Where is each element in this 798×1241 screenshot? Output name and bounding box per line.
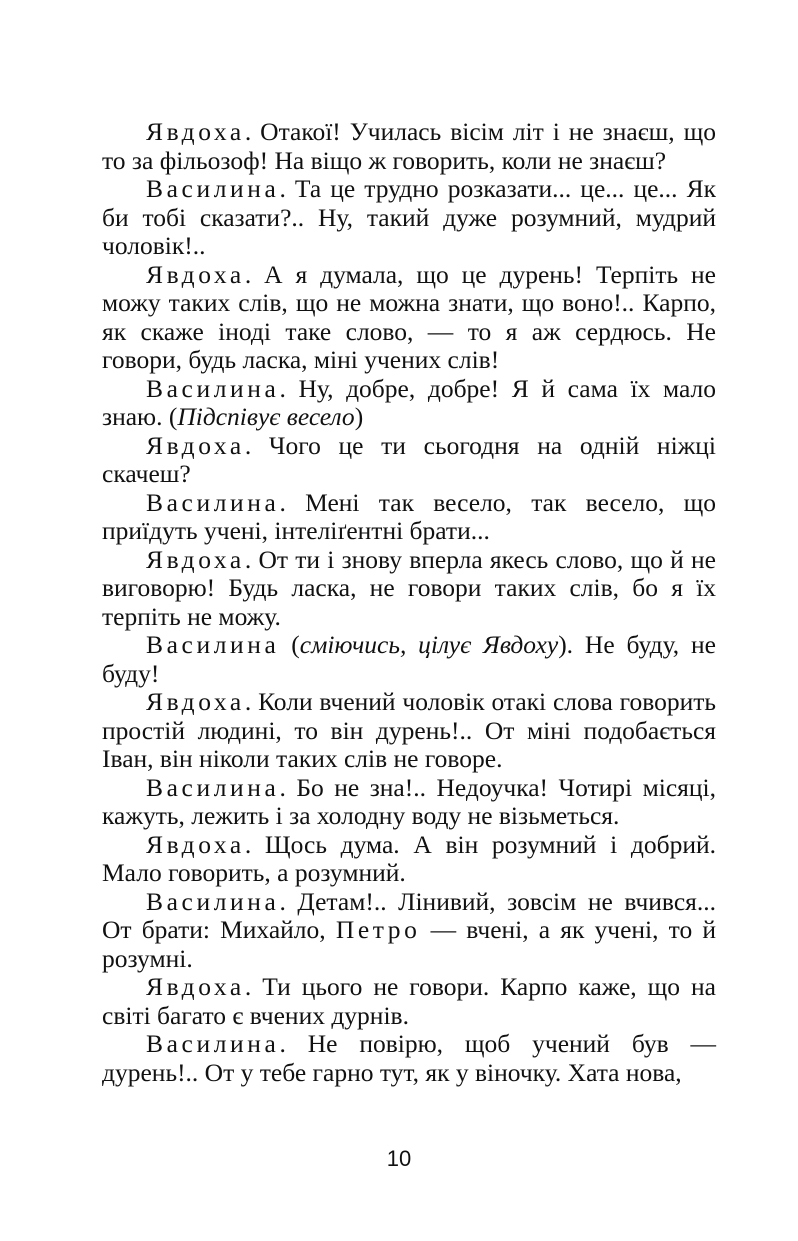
line-text: Щось дума. А він розумний і добрий. Мало говорить, а розумний.: [102, 829, 717, 887]
dialogue-line: [102, 688, 716, 774]
line-text: Ну, добре, добре! Я й сама їх мало знаю. (: [102, 373, 716, 431]
dialogue-line: [102, 375, 716, 432]
speaker-name: Явдоха: [146, 829, 245, 859]
line-text-after: ): [354, 402, 364, 431]
speaker-separator: .: [244, 430, 269, 460]
line-text: Отакої! Училась вісім літ і не знаєш, що то за фільозоф! На віщо ж говорить, коли не знаєш?: [102, 117, 717, 175]
speaker-name: Явдоха: [146, 687, 245, 716]
speaker-name: Явдоха: [146, 430, 245, 460]
line-text: Та це трудно розказати... це... це... Як би тобі сказати?.. Ну, такий дуже розумний, мудрий чоловік!..: [102, 174, 717, 260]
line-text: ). Не буду, не буду!: [102, 630, 716, 688]
speaker-name: Явдоха: [146, 972, 245, 1001]
line-text-after: — вчені, а як учені, то й розумні.: [102, 915, 716, 973]
stage-direction: сміючись, цілує Явдоху: [299, 630, 559, 659]
dialogue-line: [102, 973, 716, 1030]
dialogue-line: [102, 546, 716, 632]
speaker-name: Василина: [146, 174, 280, 203]
speaker-name: Василина: [146, 886, 280, 916]
dialogue-line: [102, 774, 716, 831]
line-text: Не повірю, щоб учений був — дурень!.. От у тебе гарно тут, як у віночку. Хата нова,: [102, 1029, 717, 1087]
inline-character-name: Петро: [335, 915, 421, 944]
dialogue-line: [102, 888, 716, 974]
speaker-separator: .: [244, 829, 265, 859]
speaker-separator: .: [244, 544, 259, 574]
speaker-separator: .: [279, 174, 295, 203]
speaker-separator: .: [279, 772, 297, 802]
dialogue-line: [102, 631, 716, 688]
play-text: [102, 118, 716, 1087]
dialogue-line: [102, 432, 716, 489]
dialogue-line: [102, 489, 716, 546]
speaker-separator: .: [279, 373, 299, 403]
dialogue-line: [102, 831, 716, 888]
speaker-name: Василина: [146, 630, 280, 659]
speaker-name: Явдоха: [146, 117, 245, 146]
line-text: Чого це ти сьогодня на одній ніжці скачеш?: [102, 430, 717, 488]
line-text: Мені так весело, так весело, що приїдуть учені, інтеліґентні брати...: [102, 487, 717, 545]
speaker-name: Василина: [146, 373, 280, 403]
line-text: Коли вчений чоловік отакі слова говорить простій людині, то він дурень!.. От міні подобається Іван, він ніколи таких слів не говоре.: [102, 687, 716, 773]
line-text: А я думала, що це дурень! Терпіть не можу таких слів, що не можна знати, що воно!.. Карпо, як скаже іноді таке слово, — то я аж сердюсь. Не говори, будь ласка, міні учених слів!: [102, 259, 717, 374]
speaker-name: Василина: [146, 487, 280, 517]
speaker-separator: .: [279, 487, 306, 517]
speaker-separator: .: [244, 687, 259, 716]
line-text: От ти і знову вперла якесь слово, що й не виговорю! Будь ласка, не говори таких слів, бо я їх терпіть не можу.: [102, 544, 716, 631]
speaker-separator: (: [279, 630, 300, 659]
speaker-separator: .: [244, 259, 265, 289]
speaker-name: Василина: [146, 772, 280, 802]
dialogue-line: [102, 261, 716, 375]
stage-direction: Підспівує весело: [177, 402, 355, 431]
speaker-separator: .: [279, 886, 298, 916]
speaker-name: Явдоха: [146, 259, 245, 289]
speaker-separator: .: [244, 972, 263, 1001]
dialogue-line: [102, 175, 716, 261]
speaker-separator: .: [244, 117, 261, 146]
dialogue-line: [102, 1030, 716, 1087]
speaker-separator: .: [279, 1029, 308, 1058]
page-number: 10: [386, 1146, 412, 1171]
speaker-name: Василина: [146, 1029, 280, 1058]
line-text: Бо не зна!.. Недоучка! Чотирі місяці, кажуть, лежить і за холодну воду не візьметься.: [102, 772, 717, 830]
line-text: Ти цього не говори. Карпо каже, що на світі багато є вчених дурнів.: [102, 972, 716, 1030]
speaker-name: Явдоха: [146, 544, 245, 574]
line-text: Детам!.. Лінивий, зовсім не вчився... От брати: Михайло,: [102, 886, 716, 944]
dialogue-line: [102, 118, 716, 175]
